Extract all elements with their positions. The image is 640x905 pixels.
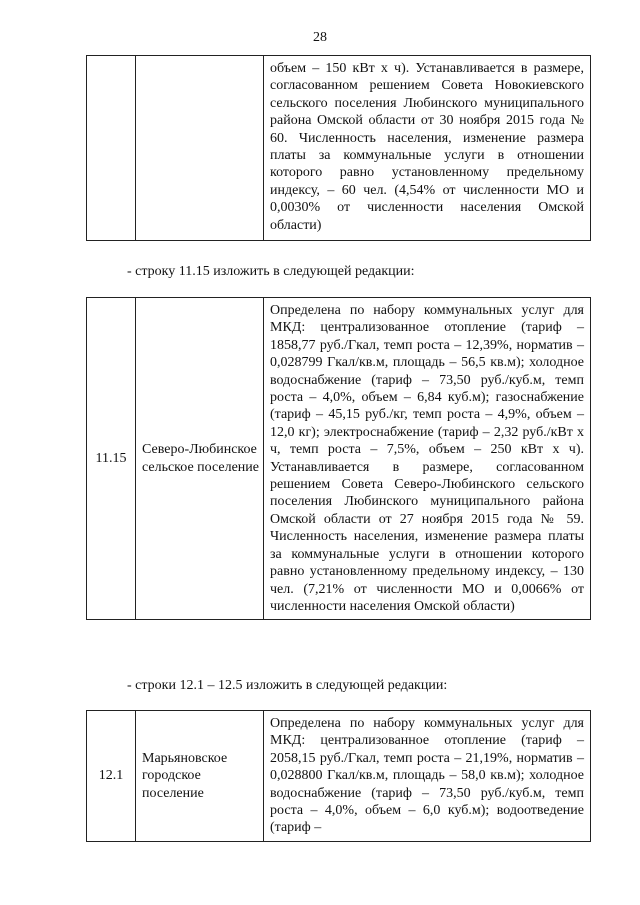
table-row: [87, 711, 591, 842]
row-number-cell: [87, 56, 136, 241]
description-cell: объем – 150 кВт х ч). Устанавливается в размере, согласованном решением Совета Новокиевского сельского поселения Любинского муниципального района Омской области от 30 ноября 2015 года № 60. Численность населения, изменение размера платы за коммунальные услуги в отношении которого равно установленному предельному индексу, – 60 чел. (4,54% от численности МО и 0,0030% от численности населения Омской области): [264, 56, 591, 241]
table-row-continued: [86, 55, 591, 241]
description-cell: Определена по набору коммунальных услуг для МКД: централизованное отопление (тариф – 1858,77 руб./Гкал, темп роста – 12,39%, норматив – 0,028799 Гкал/кв.м, площадь – 56,5 кв.м); холодное водоснабжение (тариф – 73,50 руб./куб.м, темп роста – 4,0%, объем – 6,84 куб.м); газоснабжение (тариф – 45,15 руб./кг, темп роста – 4,9%, объем – 12,0 кг); электроснабжение (тариф – 2,32 руб./кВт х ч, темп роста – 7,5%, объем – 250 кВт х ч). Устанавливается в размере, согласованном решением Совета Северо-Любинского сельского поселения Любинского муниципального района Омской области от 27 ноября 2015 года № 59. Численность населения, изменение размера платы за коммунальные услуги в отношении которого равно установленному предельному индексу, – 130 чел. (7,21% от численности МО и 0,0066% от численности населения Омской области): [264, 298, 591, 620]
description-cell: Определена по набору коммунальных услуг для МКД: централизованное отопление (тариф – 2058,15 руб./Гкал, темп роста – 21,19%, норматив – 0,028800 Гкал/кв.м, площадь – 58,0 кв.м); холодное водоснабжение (тариф – 73,50 руб./куб.м, темп роста – 4,0%, объем – 6,0 куб.м); водоотведение (тариф –: [264, 711, 591, 842]
row-number-cell: 12.1: [87, 711, 136, 842]
settlement-name-cell: [136, 56, 264, 241]
amendment-instruction: - строки 12.1 – 12.5 изложить в следующей редакции:: [127, 678, 448, 693]
table-row-11-15: [86, 297, 591, 620]
table-row-12-1: [86, 710, 591, 842]
table-row: [87, 56, 591, 241]
settlement-name-cell: Марьяновское городское поселение: [136, 711, 264, 842]
settlement-name-cell: Северо-Любинское сельское поселение: [136, 298, 264, 620]
page-number: 28: [313, 30, 327, 45]
table-row: [87, 298, 591, 620]
amendment-instruction: - строку 11.15 изложить в следующей редакции:: [127, 264, 415, 279]
row-number-cell: 11.15: [87, 298, 136, 620]
